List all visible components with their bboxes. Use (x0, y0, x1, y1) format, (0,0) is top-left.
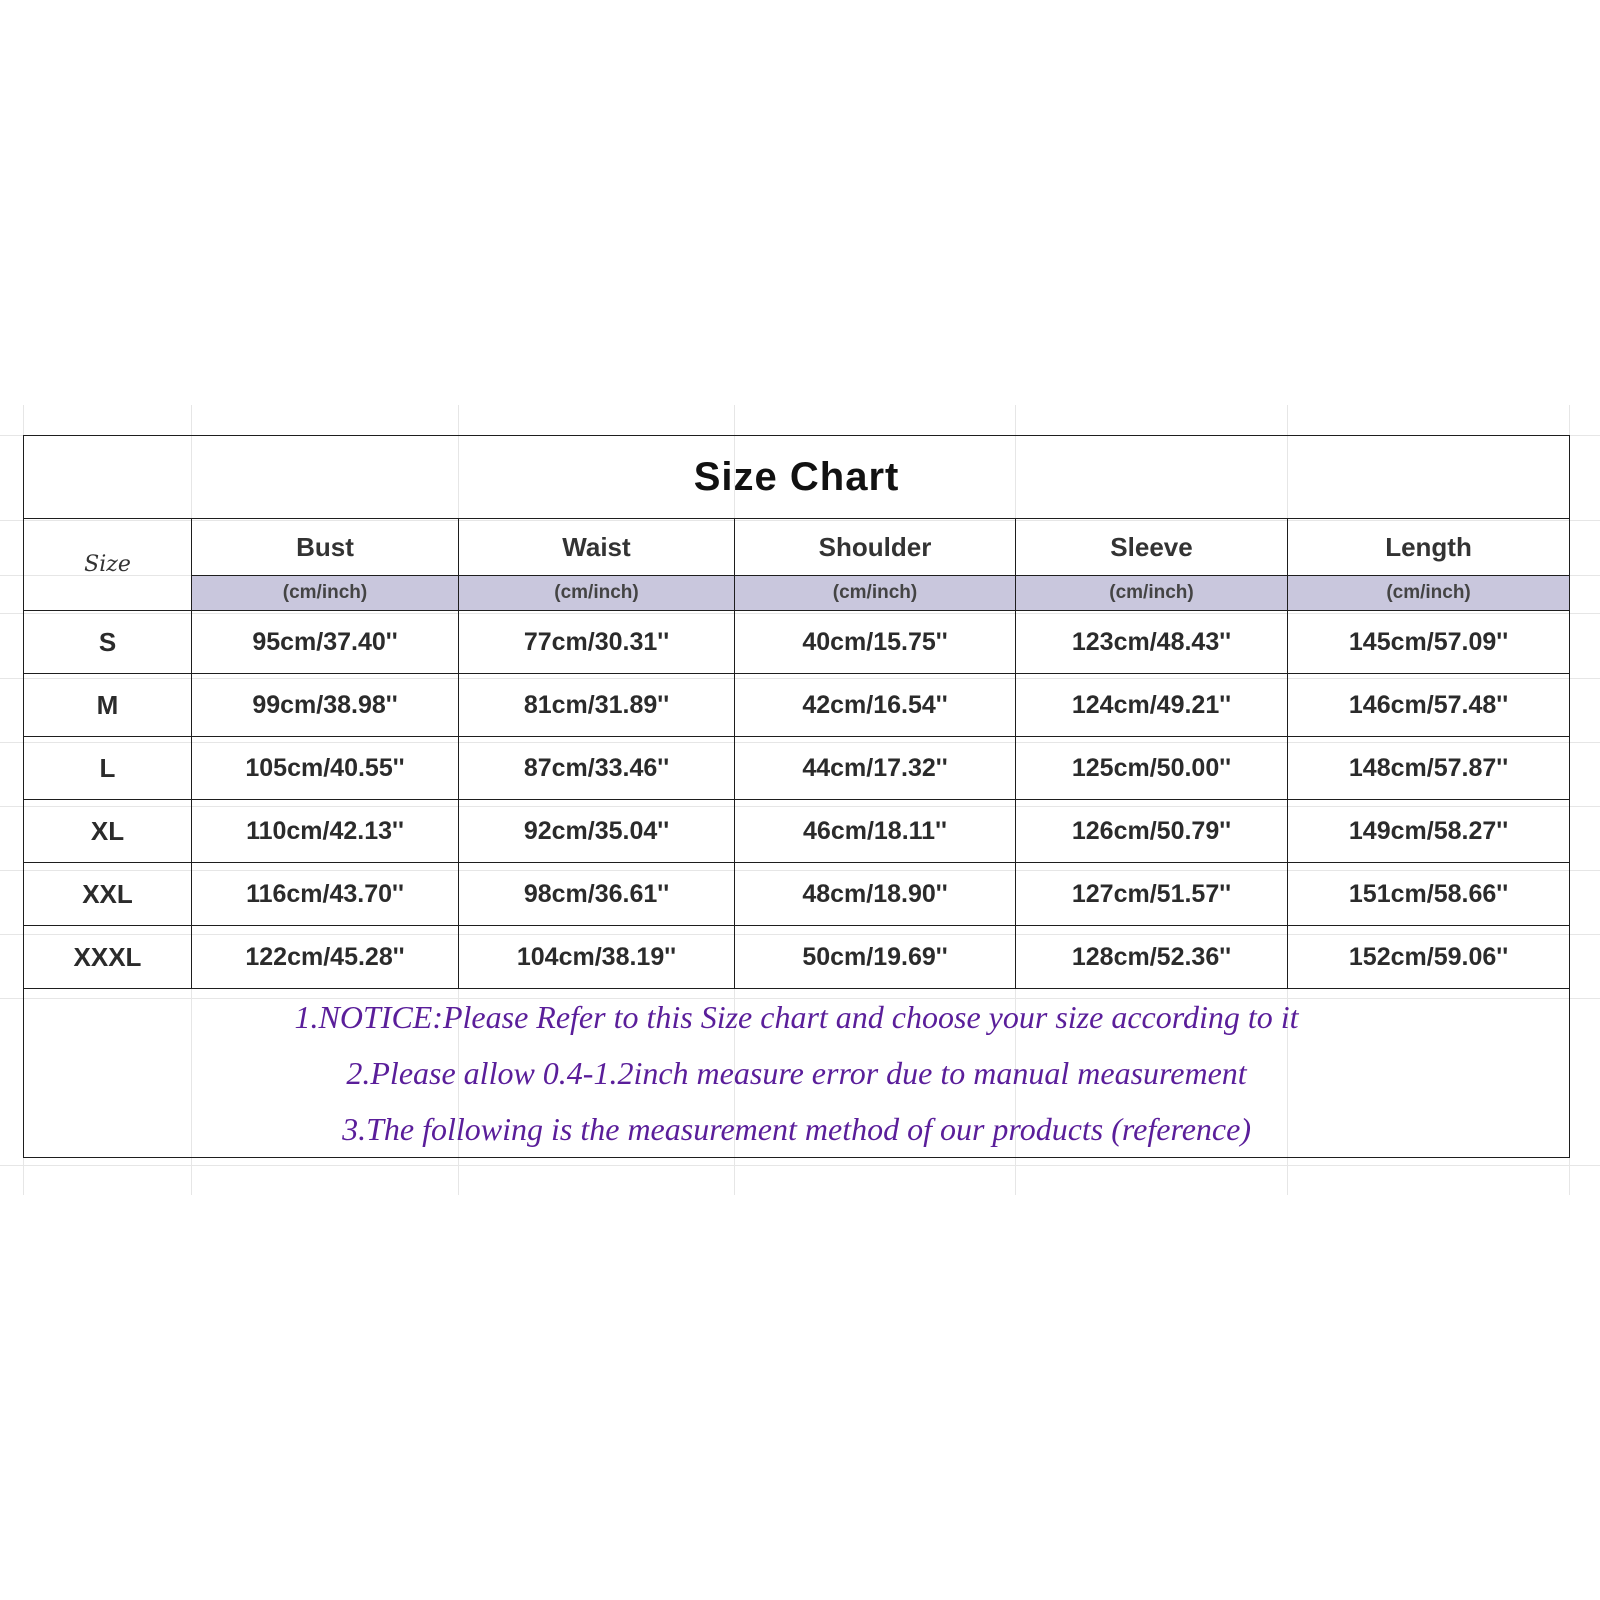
table-cell: 151cm/58.66'' (1288, 863, 1570, 926)
table-row (24, 800, 1570, 863)
table-cell: 116cm/43.70'' (192, 863, 459, 926)
header-row (24, 519, 1570, 576)
table-cell: 127cm/51.57'' (1016, 863, 1288, 926)
notes-row (24, 989, 1570, 1158)
table-row (24, 611, 1570, 674)
size-cell: M (24, 674, 192, 737)
chart-title: Size Chart (24, 436, 1570, 519)
table-cell: 77cm/30.31'' (459, 611, 735, 674)
table-row (24, 674, 1570, 737)
unit-label: (cm/inch) (192, 576, 459, 611)
table-cell: 104cm/38.19'' (459, 926, 735, 989)
table-cell: 92cm/35.04'' (459, 800, 735, 863)
column-header-sleeve: Sleeve (1016, 519, 1288, 576)
table-cell: 98cm/36.61'' (459, 863, 735, 926)
table-cell: 146cm/57.48'' (1288, 674, 1570, 737)
table-cell: 122cm/45.28'' (192, 926, 459, 989)
size-cell: L (24, 737, 192, 800)
table-cell: 46cm/18.11'' (735, 800, 1016, 863)
table-cell: 81cm/31.89'' (459, 674, 735, 737)
table-cell: 145cm/57.09'' (1288, 611, 1570, 674)
unit-row (24, 576, 1570, 611)
table-row (24, 926, 1570, 989)
table-cell: 124cm/49.21'' (1016, 674, 1288, 737)
unit-label: (cm/inch) (1016, 576, 1288, 611)
table-cell: 50cm/19.69'' (735, 926, 1016, 989)
table-cell: 40cm/15.75'' (735, 611, 1016, 674)
table-cell: 123cm/48.43'' (1016, 611, 1288, 674)
unit-label: (cm/inch) (735, 576, 1016, 611)
table-cell: 105cm/40.55'' (192, 737, 459, 800)
column-header-bust: Bust (192, 519, 459, 576)
note-line: 3.The following is the measurement method of our products (reference) (342, 1111, 1251, 1147)
size-cell: XXXL (24, 926, 192, 989)
title-row (24, 436, 1570, 519)
table-cell: 152cm/59.06'' (1288, 926, 1570, 989)
table-cell: 95cm/37.40'' (192, 611, 459, 674)
notes-cell (24, 989, 1570, 1158)
size-cell: XXL (24, 863, 192, 926)
column-header-length: Length (1288, 519, 1570, 576)
table-cell: 125cm/50.00'' (1016, 737, 1288, 800)
size-chart-table (23, 435, 1570, 1158)
table-cell: 87cm/33.46'' (459, 737, 735, 800)
unit-label: (cm/inch) (459, 576, 735, 611)
table-cell: 148cm/57.87'' (1288, 737, 1570, 800)
table-cell: 126cm/50.79'' (1016, 800, 1288, 863)
table-cell: 44cm/17.32'' (735, 737, 1016, 800)
table-row (24, 863, 1570, 926)
size-column-label: Size (24, 519, 192, 611)
table-cell: 99cm/38.98'' (192, 674, 459, 737)
column-header-waist: Waist (459, 519, 735, 576)
sheet-gridline (0, 1165, 1600, 1166)
column-header-shoulder: Shoulder (735, 519, 1016, 576)
table-cell: 48cm/18.90'' (735, 863, 1016, 926)
table-cell: 128cm/52.36'' (1016, 926, 1288, 989)
table-cell: 42cm/16.54'' (735, 674, 1016, 737)
note-line: 2.Please allow 0.4-1.2inch measure error due to manual measurement (346, 1055, 1247, 1091)
table-cell: 149cm/58.27'' (1288, 800, 1570, 863)
table-cell: 110cm/42.13'' (192, 800, 459, 863)
size-cell: S (24, 611, 192, 674)
table-row (24, 737, 1570, 800)
unit-label: (cm/inch) (1288, 576, 1570, 611)
size-cell: XL (24, 800, 192, 863)
note-line: 1.NOTICE:Please Refer to this Size chart and choose your size according to it (294, 999, 1299, 1035)
